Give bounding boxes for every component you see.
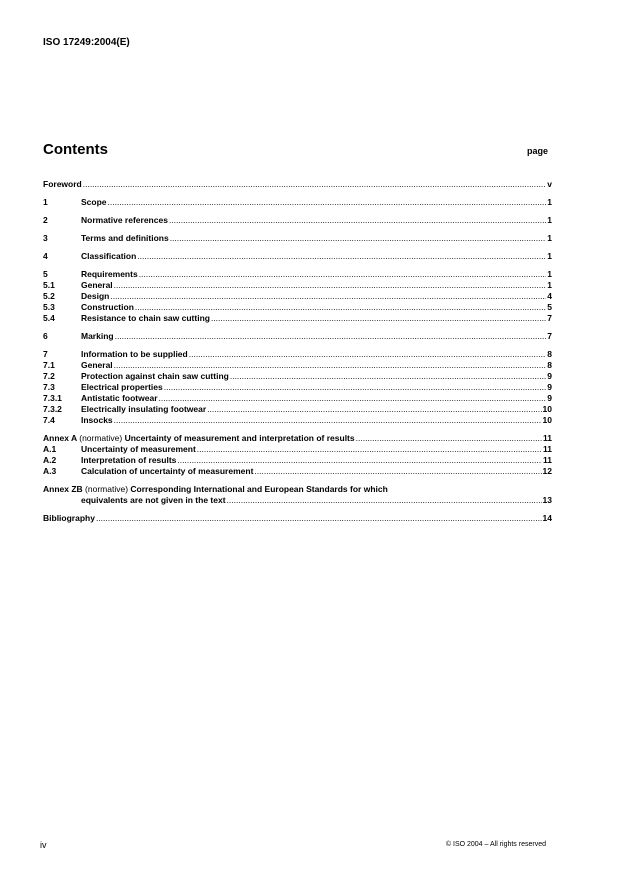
toc-page-number: 13 <box>542 495 552 505</box>
toc-entry[interactable] <box>43 269 552 280</box>
dot-leader <box>211 313 546 324</box>
toc-title: Information to be supplied <box>81 349 188 359</box>
toc-entry[interactable] <box>43 444 552 455</box>
toc-page-number: 11 <box>543 444 552 454</box>
toc-page-number: 4 <box>547 291 552 301</box>
toc-page-number: 1 <box>547 197 552 207</box>
toc-section-number: 4 <box>43 251 48 261</box>
contents-title: Contents <box>43 141 108 158</box>
toc-entry[interactable] <box>43 197 552 208</box>
dot-leader <box>137 251 546 262</box>
dot-leader <box>83 179 547 190</box>
dot-leader <box>115 331 547 342</box>
toc-page-number: v <box>547 179 552 189</box>
toc-page-number: 9 <box>547 382 552 392</box>
toc-entry[interactable] <box>43 313 552 324</box>
toc-entry[interactable] <box>43 215 552 226</box>
toc-section-number: 1 <box>43 197 48 207</box>
toc-title: Resistance to chain saw cutting <box>81 313 210 323</box>
toc-title: General <box>81 360 113 370</box>
toc-page-number: 1 <box>547 269 552 279</box>
annex-kind: (normative) <box>79 433 123 443</box>
toc-title: Normative references <box>81 215 168 225</box>
footer-page-number: iv <box>40 840 47 850</box>
toc-title: Electrical properties <box>81 382 163 392</box>
toc-section-number: 5 <box>43 269 48 279</box>
toc-title: Marking <box>81 331 114 341</box>
toc-entry-annex-zb[interactable] <box>43 484 552 495</box>
toc-section-number: 7.3.2 <box>43 404 62 414</box>
toc-entry[interactable] <box>43 371 552 382</box>
toc-title: Design <box>81 291 110 301</box>
toc-section-number: 5.1 <box>43 280 55 290</box>
toc-section-number: 7.4 <box>43 415 55 425</box>
toc-title: Terms and definitions <box>81 233 169 243</box>
toc-page-number: 12 <box>542 466 552 476</box>
dot-leader <box>227 495 542 506</box>
document-header: ISO 17249:2004(E) <box>43 37 130 48</box>
toc-section-number: 7.3 <box>43 382 55 392</box>
toc-page-number: 9 <box>547 393 552 403</box>
page-column-label: page <box>527 146 549 156</box>
toc-section-number: 5.4 <box>43 313 55 323</box>
toc-section-number: 7.3.1 <box>43 393 62 403</box>
toc-page-number: 11 <box>543 455 552 465</box>
toc-section-number: 5.2 <box>43 291 55 301</box>
toc-title: General <box>81 280 113 290</box>
toc-entry[interactable] <box>43 280 552 291</box>
dot-leader <box>356 433 542 444</box>
dot-leader <box>159 393 547 404</box>
toc-section-number: 7.1 <box>43 360 55 370</box>
dot-leader <box>197 444 542 455</box>
table-of-contents <box>43 179 552 524</box>
toc-page-number: 10 <box>542 404 552 414</box>
dot-leader <box>170 233 547 244</box>
toc-title: Uncertainty of measurement <box>81 444 196 454</box>
toc-entry[interactable] <box>43 466 552 477</box>
toc-entry[interactable] <box>43 179 552 190</box>
annex-a-items <box>43 444 552 477</box>
toc-page-number: 10 <box>542 415 552 425</box>
toc-title: Insocks <box>81 415 113 425</box>
annex-label: Annex A <box>43 433 77 443</box>
toc-page-number: 1 <box>547 280 552 290</box>
annex-title-cont: equivalents are not given in the text <box>81 495 226 505</box>
toc-entry[interactable] <box>43 251 552 262</box>
toc-page-number: 1 <box>547 251 552 261</box>
dot-leader <box>207 404 541 415</box>
toc-section-number: 7 <box>43 349 48 359</box>
toc-entry[interactable] <box>43 404 552 415</box>
toc-section-number: 7.2 <box>43 371 55 381</box>
toc-section-number: A.3 <box>43 466 57 476</box>
toc-section-number: 3 <box>43 233 48 243</box>
toc-entry-annex-a[interactable] <box>43 433 552 444</box>
toc-title: Interpretation of results <box>81 455 177 465</box>
annex-label: Annex ZB <box>43 484 83 494</box>
toc-title: Protection against chain saw cutting <box>81 371 229 381</box>
toc-section-number: A.2 <box>43 455 57 465</box>
toc-page-number: 8 <box>547 349 552 359</box>
annex-title: Corresponding International and European Standards for which <box>130 484 388 494</box>
toc-page-number: 5 <box>547 302 552 312</box>
toc-title: Requirements <box>81 269 138 279</box>
dot-leader <box>114 360 547 371</box>
toc-entry-annex-zb-cont[interactable] <box>43 495 552 506</box>
toc-entry-bibliography[interactable] <box>43 513 552 524</box>
dot-leader <box>114 415 542 426</box>
toc-entry[interactable] <box>43 302 552 313</box>
toc-entry[interactable] <box>43 415 552 426</box>
toc-section-number: 6 <box>43 331 48 341</box>
toc-page-number: 7 <box>547 331 552 341</box>
toc-title: Calculation of uncertainty of measurement <box>81 466 254 476</box>
dot-leader <box>230 371 546 382</box>
dot-leader <box>164 382 547 393</box>
dot-leader <box>139 269 547 280</box>
toc-section-number: 5.3 <box>43 302 55 312</box>
toc-entry[interactable] <box>43 291 552 302</box>
toc-title: Foreword <box>43 179 82 189</box>
dot-leader <box>189 349 547 360</box>
toc-page-number: 11 <box>543 433 552 443</box>
toc-page-number: 8 <box>547 360 552 370</box>
dot-leader <box>110 291 546 302</box>
toc-entry[interactable] <box>43 233 552 244</box>
toc-title: Construction <box>81 302 134 312</box>
toc-title: Scope <box>81 197 107 207</box>
toc-section-number: 2 <box>43 215 48 225</box>
toc-entry[interactable] <box>43 455 552 466</box>
toc-title: Bibliography <box>43 513 95 523</box>
dot-leader <box>114 280 547 291</box>
toc-entry[interactable] <box>43 360 552 371</box>
toc-page-number: 1 <box>547 215 552 225</box>
toc-title: Electrically insulating footwear <box>81 404 207 414</box>
toc-title: Antistatic footwear <box>81 393 158 403</box>
annex-title: Uncertainty of measurement and interpretation of results <box>124 433 355 443</box>
toc-page-number: 1 <box>547 233 552 243</box>
toc-page-number: 9 <box>547 371 552 381</box>
dot-leader <box>169 215 546 226</box>
toc-main-entries <box>43 179 552 426</box>
toc-section-number: A.1 <box>43 444 57 454</box>
toc-entry[interactable] <box>43 349 552 360</box>
toc-page-number: 7 <box>547 313 552 323</box>
toc-entry[interactable] <box>43 382 552 393</box>
dot-leader <box>108 197 547 208</box>
annex-kind: (normative) <box>85 484 129 494</box>
dot-leader <box>96 513 542 524</box>
dot-leader <box>135 302 546 313</box>
toc-entry[interactable] <box>43 393 552 404</box>
dot-leader <box>177 455 542 466</box>
toc-entry[interactable] <box>43 331 552 342</box>
dot-leader <box>254 466 541 477</box>
toc-page-number: 14 <box>542 513 552 523</box>
footer-copyright: © ISO 2004 – All rights reserved <box>445 841 546 848</box>
toc-title: Classification <box>81 251 137 261</box>
